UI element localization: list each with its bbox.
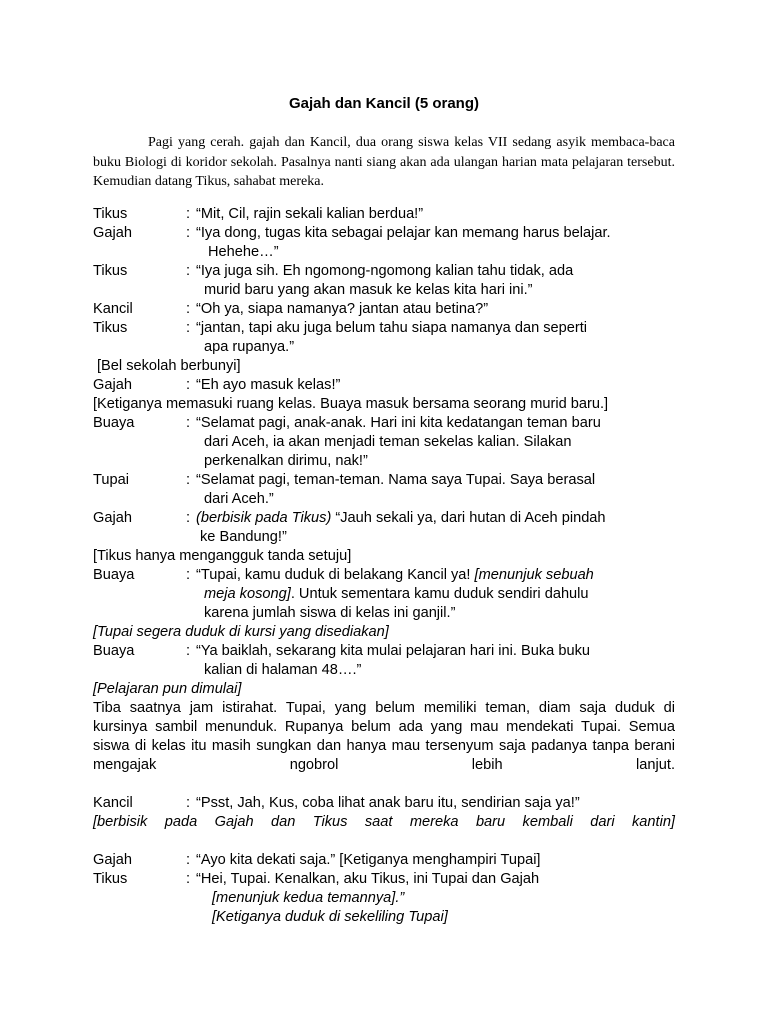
stage-note: [menunjuk kedua temannya].”	[212, 890, 405, 906]
stage-direction: [Pelajaran pun dimulai]	[93, 681, 242, 697]
dialogue-line	[93, 851, 675, 870]
stage-direction: [Bel sekolah berbunyi]	[97, 358, 241, 374]
dialogue-text: “Eh ayo masuk kelas!”	[196, 377, 341, 393]
dialogue-text	[196, 262, 675, 300]
document-title: Gajah dan Kancil (5 orang)	[288, 95, 480, 112]
dialogue-continuation: dari Aceh.”	[204, 491, 274, 507]
stage-direction: [Tikus hanya mengangguk tanda setuju]	[93, 548, 352, 564]
speaker-name: Tikus	[93, 871, 128, 887]
colon: :	[186, 415, 191, 431]
dialogue-text-line: “Hei, Tupai. Kenalkan, aku Tikus, ini Tupai dan Gajah	[196, 871, 540, 887]
stage-note: [menunjuk sebuah	[474, 567, 594, 583]
intro-paragraph: Pagi yang cerah. gajah dan Kancil, dua orang siswa kelas VII sedang asyik membaca-baca buku Biologi di koridor sekolah. Pasalnya nanti siang akan ada ulangan harian mata pelajaran tersebut. Kemudian datang Tikus, sahabat mereka.	[93, 135, 675, 189]
dialogue-text	[196, 566, 675, 623]
dialogue-text: “Psst, Jah, Kus, coba lihat anak baru itu, sendirian saja ya!”	[196, 795, 580, 811]
dialogue-line	[93, 205, 675, 224]
dialogue-text-line: . Untuk sementara kamu duduk sendiri dahulu	[290, 586, 589, 602]
dialogue-line	[93, 376, 675, 395]
dialogue-text: “Mit, Cil, rajin sekali kalian berdua!”	[196, 206, 424, 222]
dialogue-continuation: karena jumlah siswa di kelas ini ganjil.”	[204, 605, 456, 621]
dialogue-text	[196, 224, 675, 262]
colon: :	[186, 320, 191, 336]
dialogue-text	[196, 870, 675, 927]
dialogue-text-line: “Jauh sekali ya, dari hutan di Aceh pindah	[331, 510, 606, 526]
colon: :	[186, 643, 191, 659]
speaker-name: Gajah	[93, 377, 132, 393]
speaker-name: Gajah	[93, 852, 132, 868]
dialogue-line	[93, 262, 675, 300]
dialogue-line	[93, 224, 675, 262]
dialogue-text	[196, 509, 675, 547]
speaker-name: Gajah	[93, 510, 132, 526]
speaker-name: Buaya	[93, 643, 135, 659]
colon: :	[186, 795, 191, 811]
dialogue-script	[93, 205, 675, 927]
speaker-name: Tikus	[93, 320, 128, 336]
colon: :	[186, 377, 191, 393]
dialogue-text	[196, 319, 675, 357]
dialogue-line	[93, 566, 675, 623]
speaker-name: Tikus	[93, 206, 128, 222]
dialogue-line	[93, 414, 675, 471]
dialogue-text-line: “Tupai, kamu duduk di belakang Kancil ya!	[196, 567, 475, 583]
dialogue-line	[93, 509, 675, 547]
dialogue-continuation: ke Bandung!”	[200, 529, 287, 545]
colon: :	[186, 225, 191, 241]
speaker-name: Buaya	[93, 567, 135, 583]
dialogue-text-line: “Iya dong, tugas kita sebagai pelajar kan memang harus belajar.	[196, 225, 611, 241]
stage-direction: [Tupai segera duduk di kursi yang disediakan]	[93, 624, 389, 640]
spacer	[93, 775, 675, 794]
dialogue-line	[93, 794, 675, 813]
dialogue-line	[93, 870, 675, 927]
stage-note: [Ketiganya duduk di sekeliling Tupai]	[212, 909, 448, 925]
speaker-name: Kancil	[93, 301, 133, 317]
colon: :	[186, 263, 191, 279]
dialogue-text-line: “Iya juga sih. Eh ngomong-ngomong kalian tahu tidak, ada	[196, 263, 574, 279]
dialogue-continuation: Hehehe…”	[208, 244, 279, 260]
stage-direction: [berbisik pada Gajah dan Tikus saat mereka baru kembali dari kantin]	[93, 814, 675, 830]
dialogue-continuation: murid baru yang akan masuk ke kelas kita hari ini.”	[204, 282, 533, 298]
dialogue-continuation	[196, 585, 589, 604]
colon: :	[186, 567, 191, 583]
colon: :	[186, 852, 191, 868]
speaker-name: Buaya	[93, 415, 135, 431]
dialogue-continuation: perkenalkan dirimu, nak!”	[204, 453, 368, 469]
spacer	[93, 832, 675, 851]
stage-direction: [Ketiganya memasuki ruang kelas. Buaya masuk bersama seorang murid baru.]	[93, 396, 609, 412]
dialogue-text-line: “Selamat pagi, teman-teman. Nama saya Tupai. Saya berasal	[196, 472, 596, 488]
narration-paragraph: Tiba saatnya jam istirahat. Tupai, yang belum memiliki teman, diam saja duduk di kursinya sambil menunduk. Rupanya belum ada yang mau mendekati Tupai. Semua siswa di kelas itu masih sungkan dan hanya mau tersenyum saja padanya tanpa berani mengajak ngobrol lebih lanjut.	[93, 700, 675, 773]
dialogue-line	[93, 319, 675, 357]
dialogue-text-line: “Selamat pagi, anak-anak. Hari ini kita kedatangan teman baru	[196, 415, 601, 431]
dialogue-text	[196, 414, 675, 471]
stage-note: meja kosong]	[204, 586, 291, 602]
speaker-name: Kancil	[93, 795, 133, 811]
colon: :	[186, 472, 191, 488]
dialogue-text-line: “jantan, tapi aku juga belum tahu siapa namanya dan seperti	[196, 320, 588, 336]
dialogue-line	[93, 471, 675, 509]
dialogue-text	[196, 642, 675, 680]
speaker-name: Tupai	[93, 472, 129, 488]
colon: :	[186, 871, 191, 887]
dialogue-continuation: kalian di halaman 48….”	[204, 662, 362, 678]
dialogue-text-line: “Ya baiklah, sekarang kita mulai pelajaran hari ini. Buka buku	[196, 643, 590, 659]
colon: :	[186, 301, 191, 317]
dialogue-line	[93, 300, 675, 319]
dialogue-continuation: dari Aceh, ia akan menjadi teman sekelas kalian. Silakan	[204, 434, 572, 450]
stage-note: (berbisik pada Tikus)	[196, 510, 332, 526]
colon: :	[186, 510, 191, 526]
speaker-name: Gajah	[93, 225, 132, 241]
dialogue-line	[93, 642, 675, 680]
dialogue-text	[196, 471, 675, 509]
speaker-name: Tikus	[93, 263, 128, 279]
colon: :	[186, 206, 191, 222]
dialogue-text: “Ayo kita dekati saja.” [Ketiganya menghampiri Tupai]	[196, 852, 541, 868]
dialogue-continuation: apa rupanya.”	[204, 339, 295, 355]
dialogue-text: “Oh ya, siapa namanya? jantan atau betina?”	[196, 301, 489, 317]
